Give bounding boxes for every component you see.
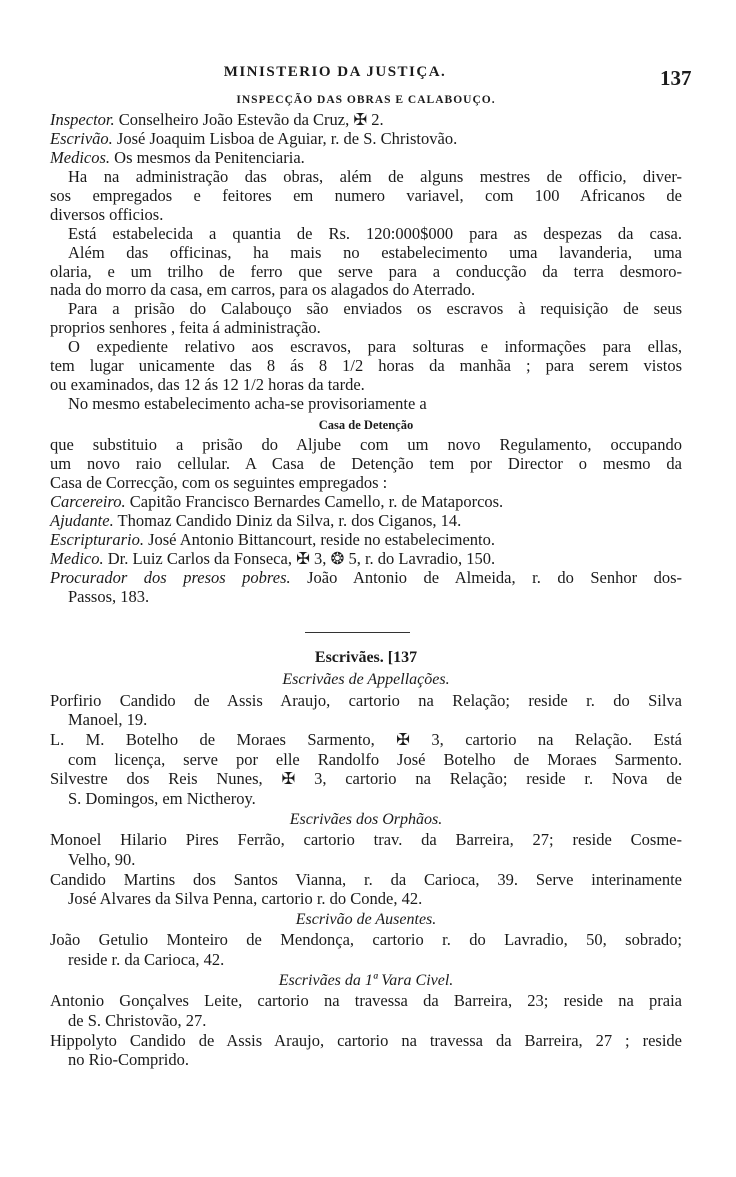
text-line: sos empregados e feitores em numero variavel, com 100 Africanos de: [50, 185, 682, 205]
text-line: que substituio a prisão do Aljube com um novo Regulamento, occupando: [50, 435, 682, 454]
text-line: L. M. Botelho de Moraes Sarmento, ✠ 3, cartorio na Relação. Está: [50, 729, 682, 749]
staff-entry: [50, 550, 682, 569]
page-number: 137: [660, 66, 692, 90]
subsection-title: Escrivães dos Orphãos.: [289, 810, 443, 828]
text-line: Porfirio Candido de Assis Araujo, cartorio na Relação; reside r. do Silva: [50, 690, 682, 710]
section-heading: INSPECÇÃO DAS OBRAS E CALABOUÇO.: [236, 94, 496, 106]
staff-text: José Antonio Bittancourt, reside no estabelecimento.: [148, 529, 495, 549]
escrivaes-section: [50, 647, 682, 1070]
text-line: No mesmo estabelecimento acha-se provisoriamente a: [68, 394, 427, 414]
text-line: Casa de Correcção, com os seguintes empregados :: [50, 472, 388, 492]
text-line: Está estabelecida a quantia de Rs. 120:000$000 para as despezas da casa.: [68, 223, 682, 243]
staff-text: José Joaquim Lisboa de Aguiar, r. de S. Christovão.: [116, 128, 458, 148]
role-label: Ajudante.: [50, 510, 114, 530]
role-label: Escrivão.: [50, 128, 113, 148]
text-line: diversos officios.: [50, 204, 164, 224]
section-divider: [305, 632, 410, 633]
role-label: Procurador dos presos pobres.: [50, 567, 291, 587]
staff-entry: [50, 531, 682, 550]
text-line: ou examinados, das 12 ás 12 1/2 horas da tarde.: [50, 375, 365, 395]
text-line: Passos, 183.: [68, 586, 150, 606]
text-line: tem lugar unicamente das 8 ás 8 1/2 horas da manhãa ; para serem vistos: [50, 356, 682, 376]
text-line: Antonio Gonçalves Leite, cartorio na travessa da Barreira, 23; reside na praia: [50, 991, 682, 1011]
text-line: nada do morro da casa, em carros, para os alagados do Aterrado.: [50, 280, 476, 300]
text-line: proprios senhores , feita á administração.: [50, 318, 321, 338]
running-header-title: MINISTERIO DA JUSTIÇA.: [223, 64, 447, 80]
text-line: no Rio-Comprido.: [68, 1050, 190, 1070]
staff-entry: [50, 111, 682, 130]
text-line: José Alvares da Silva Penna, cartorio r. do Conde, 42.: [68, 889, 423, 909]
staff-text: Dr. Luiz Carlos da Fonseca, ✠ 3, ❂ 5, r. do Lavradio, 150.: [107, 548, 496, 568]
text-line: Ha na administração das obras, além de alguns mestres de officio, diver-: [68, 166, 682, 186]
staff-text: Capitão Francisco Bernardes Camello, r. de Mataporcos.: [129, 491, 504, 511]
text-line: de S. Christovão, 27.: [68, 1010, 207, 1030]
text-line: Além das officinas, ha mais no estabelecimento uma lavanderia, uma: [68, 242, 682, 262]
staff-entry: [50, 130, 682, 149]
inspecao-section: [50, 90, 682, 606]
subsection-title: Escrivães da 1ª Vara Civel.: [278, 971, 454, 989]
text-line: olaria, e um trilho de ferro que serve para a conducção da terra desmoro-: [50, 261, 682, 281]
escrivaes-heading: Escrivães. [137: [314, 649, 418, 666]
staff-entry: [50, 149, 682, 168]
role-label: Medico.: [50, 548, 104, 568]
text-line: Hippolyto Candido de Assis Araujo, cartorio na travessa da Barreira, 27 ; reside: [50, 1030, 682, 1050]
staff-text: Conselheiro João Estevão da Cruz, ✠ 2.: [118, 110, 384, 129]
text-line: S. Domingos, em Nictheroy.: [68, 788, 256, 808]
staff-text: Thomaz Candido Diniz da Silva, r. dos Ciganos, 14.: [117, 510, 462, 530]
staff-text: João Antonio de Almeida, r. do Senhor dos-: [307, 567, 682, 587]
role-label: Inspector.: [50, 110, 115, 129]
subsection-title: Escrivães de Appellações.: [282, 671, 450, 688]
text-line: Monoel Hilario Pires Ferrão, cartorio trav. da Barreira, 27; reside Cosme-: [50, 830, 682, 850]
text-line: Velho, 90.: [68, 849, 136, 869]
text-line: reside r. da Carioca, 42.: [68, 950, 225, 970]
staff-text: Os mesmos da Penitenciaria.: [114, 147, 305, 167]
staff-entry: [50, 512, 682, 531]
text-line: Para a prisão do Calabouço são enviados os escravos à requisição de seus: [68, 299, 682, 319]
role-label: Medicos.: [50, 147, 111, 167]
role-label: Escripturario.: [50, 529, 144, 549]
subsection-title: Escrivão de Ausentes.: [295, 910, 437, 928]
text-line: O expediente relativo aos escravos, para solturas e informações para ellas,: [68, 337, 682, 357]
staff-entry: [50, 569, 682, 588]
text-line: um novo raio cellular. A Casa de Detenção tem por Director o mesmo da: [50, 453, 682, 473]
detencao-heading: Casa de Detenção: [318, 418, 414, 432]
text-line: com licença, serve por elle Randolfo José Botelho de Moraes Sarmento.: [68, 749, 682, 769]
text-line: Candido Martins dos Santos Vianna, r. da Carioca, 39. Serve interinamente: [50, 869, 682, 889]
text-line: Silvestre dos Reis Nunes, ✠ 3, cartorio na Relação; reside r. Nova de: [50, 769, 682, 789]
staff-entry: [50, 493, 682, 512]
role-label: Carcereiro.: [50, 491, 126, 511]
text-line: João Getulio Monteiro de Mendonça, cartorio r. do Lavradio, 50, sobrado;: [50, 930, 682, 950]
text-line: Manoel, 19.: [68, 710, 148, 730]
